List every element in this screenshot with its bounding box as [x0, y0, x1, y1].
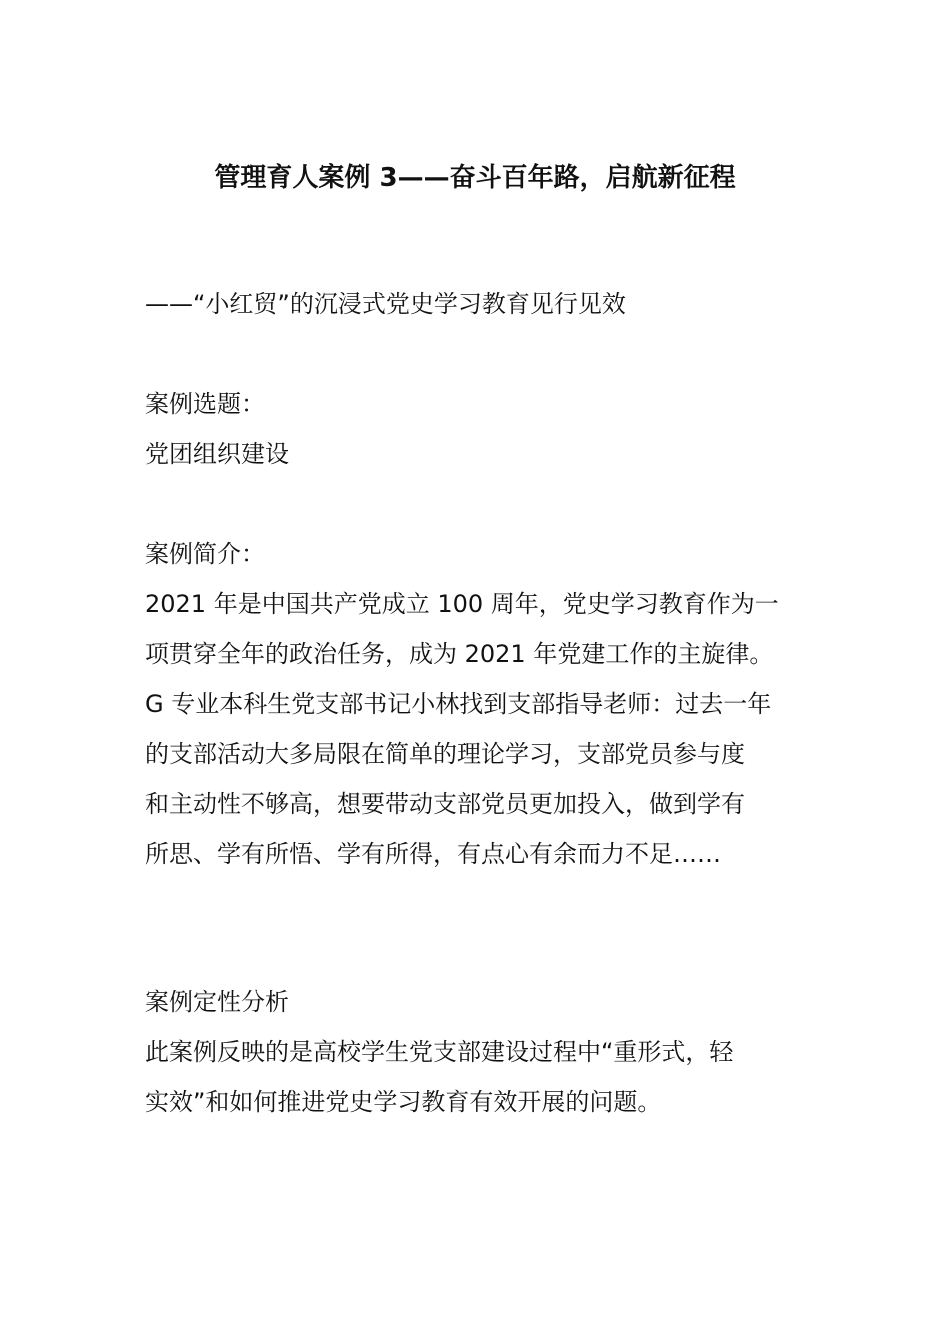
intro-heading: 案例简介：: [145, 540, 265, 568]
intro-line: 项贯穿全年的政治任务，成为 2021 年党建工作的主旋律。: [145, 640, 774, 668]
topic-heading: 案例选题：: [145, 390, 265, 418]
intro-line: 和主动性不够高，想要带动支部党员更加投入，做到学有: [145, 790, 745, 818]
analysis-line: 此案例反映的是高校学生党支部建设过程中“重形式，轻: [145, 1038, 734, 1066]
intro-line: 所思、学有所悟、学有所得，有点心有余而力不足……: [145, 840, 721, 868]
intro-line: 的支部活动大多局限在简单的理论学习，支部党员参与度: [145, 740, 745, 768]
intro-line: G 专业本科生党支部书记小林找到支部指导老师：过去一年: [145, 690, 772, 718]
analysis-line: 实效”和如何推进党史学习教育有效开展的问题。: [145, 1088, 662, 1116]
analysis-heading: 案例定性分析: [145, 988, 289, 1016]
intro-line: 2021 年是中国共产党成立 100 周年，党史学习教育作为一: [145, 590, 779, 618]
document-title: 管理育人案例 3——奋斗百年路，启航新征程: [214, 163, 736, 193]
topic-value: 党团组织建设: [145, 440, 289, 468]
document-subtitle: ——“小红贸”的沉浸式党史学习教育见行见效: [145, 290, 626, 318]
